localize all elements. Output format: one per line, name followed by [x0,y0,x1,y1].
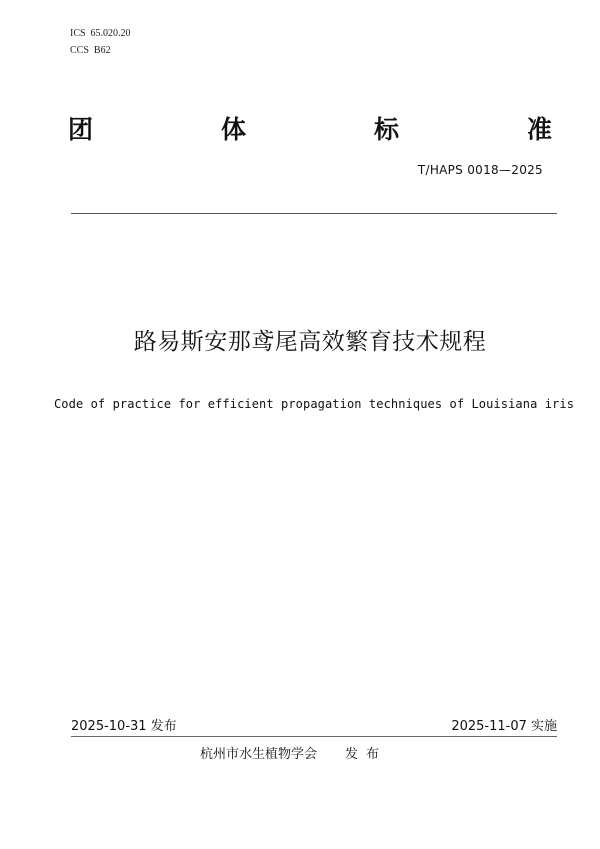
publisher-line [200,747,387,763]
top-divider [71,213,557,214]
standard-type-char: 准 [526,115,552,144]
ics-code: ICS 65.020.20 [70,28,131,39]
document-title-chinese: 路易斯安那鸢尾高效繁育技术规程 [133,329,487,355]
publisher-action: 发布 [345,747,388,762]
standard-type-char: 团 [68,115,94,144]
implementation-date: 2025-11-07 实施 [451,719,557,734]
standard-type-heading [68,115,552,145]
document-title-english: Code of practice for efficient propagation techniques of Louisiana iris [53,397,575,411]
bottom-divider [71,736,557,737]
publisher-name: 杭州市水生植物学会 [200,747,318,762]
standard-type-char: 体 [220,115,246,144]
standard-type-char: 标 [373,115,399,144]
standard-number: T/HAPS 0018—2025 [417,163,543,177]
publish-date: 2025-10-31 发布 [71,719,177,734]
ccs-code: CCS B62 [70,45,111,56]
